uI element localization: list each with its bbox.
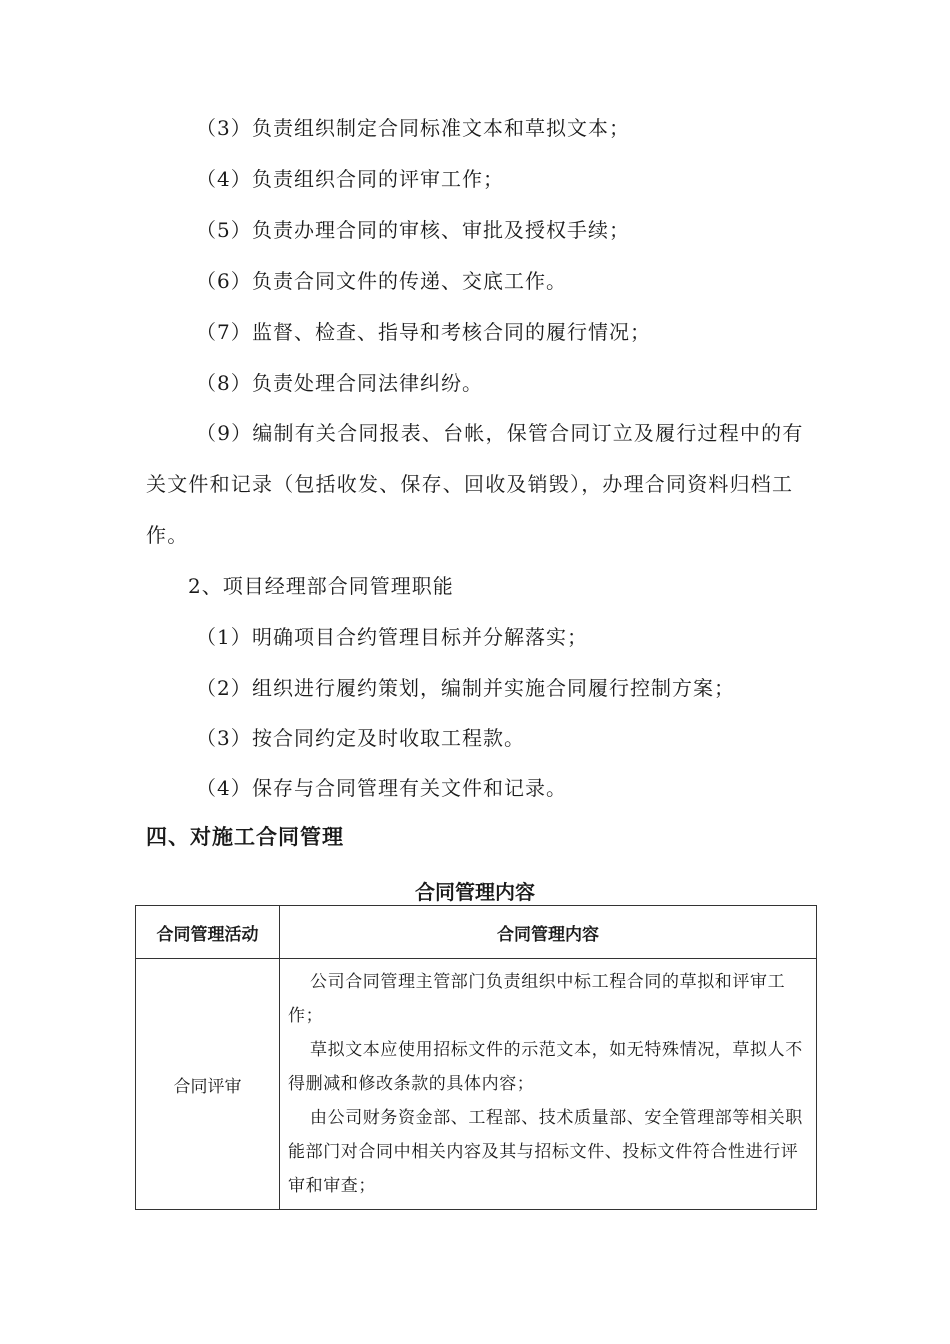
- duty-text: 负责处理合同法律纠纷。: [252, 371, 483, 395]
- content-cell: [280, 959, 817, 1210]
- duty-number: （1）: [196, 625, 252, 649]
- duty-number: （3）: [196, 116, 252, 140]
- section-2-title: 2、项目经理部合同管理职能: [188, 574, 454, 598]
- content-paragraph: 公司合同管理主管部门负责组织中标工程合同的草拟和评审工作；: [288, 972, 786, 1026]
- duty-text: 保存与合同管理有关文件和记录。: [252, 776, 567, 800]
- duty-number: （5）: [196, 218, 252, 242]
- duty-item: [196, 115, 630, 141]
- project-duty-item: [196, 675, 735, 701]
- duty-text: 明确项目合约管理目标并分解落实；: [252, 625, 588, 649]
- duty-text: 按合同约定及时收取工程款。: [252, 726, 525, 750]
- duty-text: 负责组织合同的评审工作；: [252, 167, 504, 191]
- duty-item: [196, 319, 651, 345]
- section-4-heading: 四、对施工合同管理: [146, 825, 344, 849]
- duty-text: 负责办理合同的审核、审批及授权手续；: [252, 218, 630, 242]
- activity-cell: 合同评审: [136, 959, 280, 1210]
- duty-number: （4）: [196, 776, 252, 800]
- table-row: [136, 959, 817, 1210]
- project-duty-item: [196, 725, 525, 751]
- duty-text: 负责组织制定合同标准文本和草拟文本；: [252, 116, 630, 140]
- duty-item: [196, 268, 567, 294]
- duty-number: （7）: [196, 320, 252, 344]
- content-paragraph: 草拟文本应使用招标文件的示范文本，如无特殊情况，草拟人不得删减和修改条款的具体内容；: [288, 1040, 803, 1094]
- content-paragraph: 由公司财务资金部、工程部、技术质量部、安全管理部等相关职能部门对合同中相关内容及其与招标文件、投标文件符合性进行评审和审查；: [288, 1108, 803, 1196]
- duty-text: 负责合同文件的传递、交底工作。: [252, 269, 567, 293]
- duty-item: [196, 166, 504, 192]
- duty-text: 组织进行履约策划，编制并实施合同履行控制方案；: [252, 676, 735, 700]
- duty-number: （8）: [196, 371, 252, 395]
- header-activity: 合同管理活动: [136, 906, 280, 959]
- project-duty-item: [196, 775, 567, 801]
- duty-number: （3）: [196, 726, 252, 750]
- header-content: 合同管理内容: [280, 906, 817, 959]
- project-duty-item: [196, 624, 588, 650]
- table-header-row: [136, 906, 817, 959]
- duty-9-paragraph: （9）编制有关合同报表、台帐，保管合同订立及履行过程中的有关文件和记录（包括收发、保存、回收及销毁），办理合同资料归档工作。: [146, 421, 804, 547]
- contract-management-table: [135, 905, 817, 1210]
- duty-number: （2）: [196, 676, 252, 700]
- table-title: 合同管理内容: [415, 880, 535, 904]
- duty-item: [196, 370, 483, 396]
- duty-number: （6）: [196, 269, 252, 293]
- duty-item: [196, 217, 630, 243]
- duty-text: 监督、检查、指导和考核合同的履行情况；: [252, 320, 651, 344]
- duty-number: （4）: [196, 167, 252, 191]
